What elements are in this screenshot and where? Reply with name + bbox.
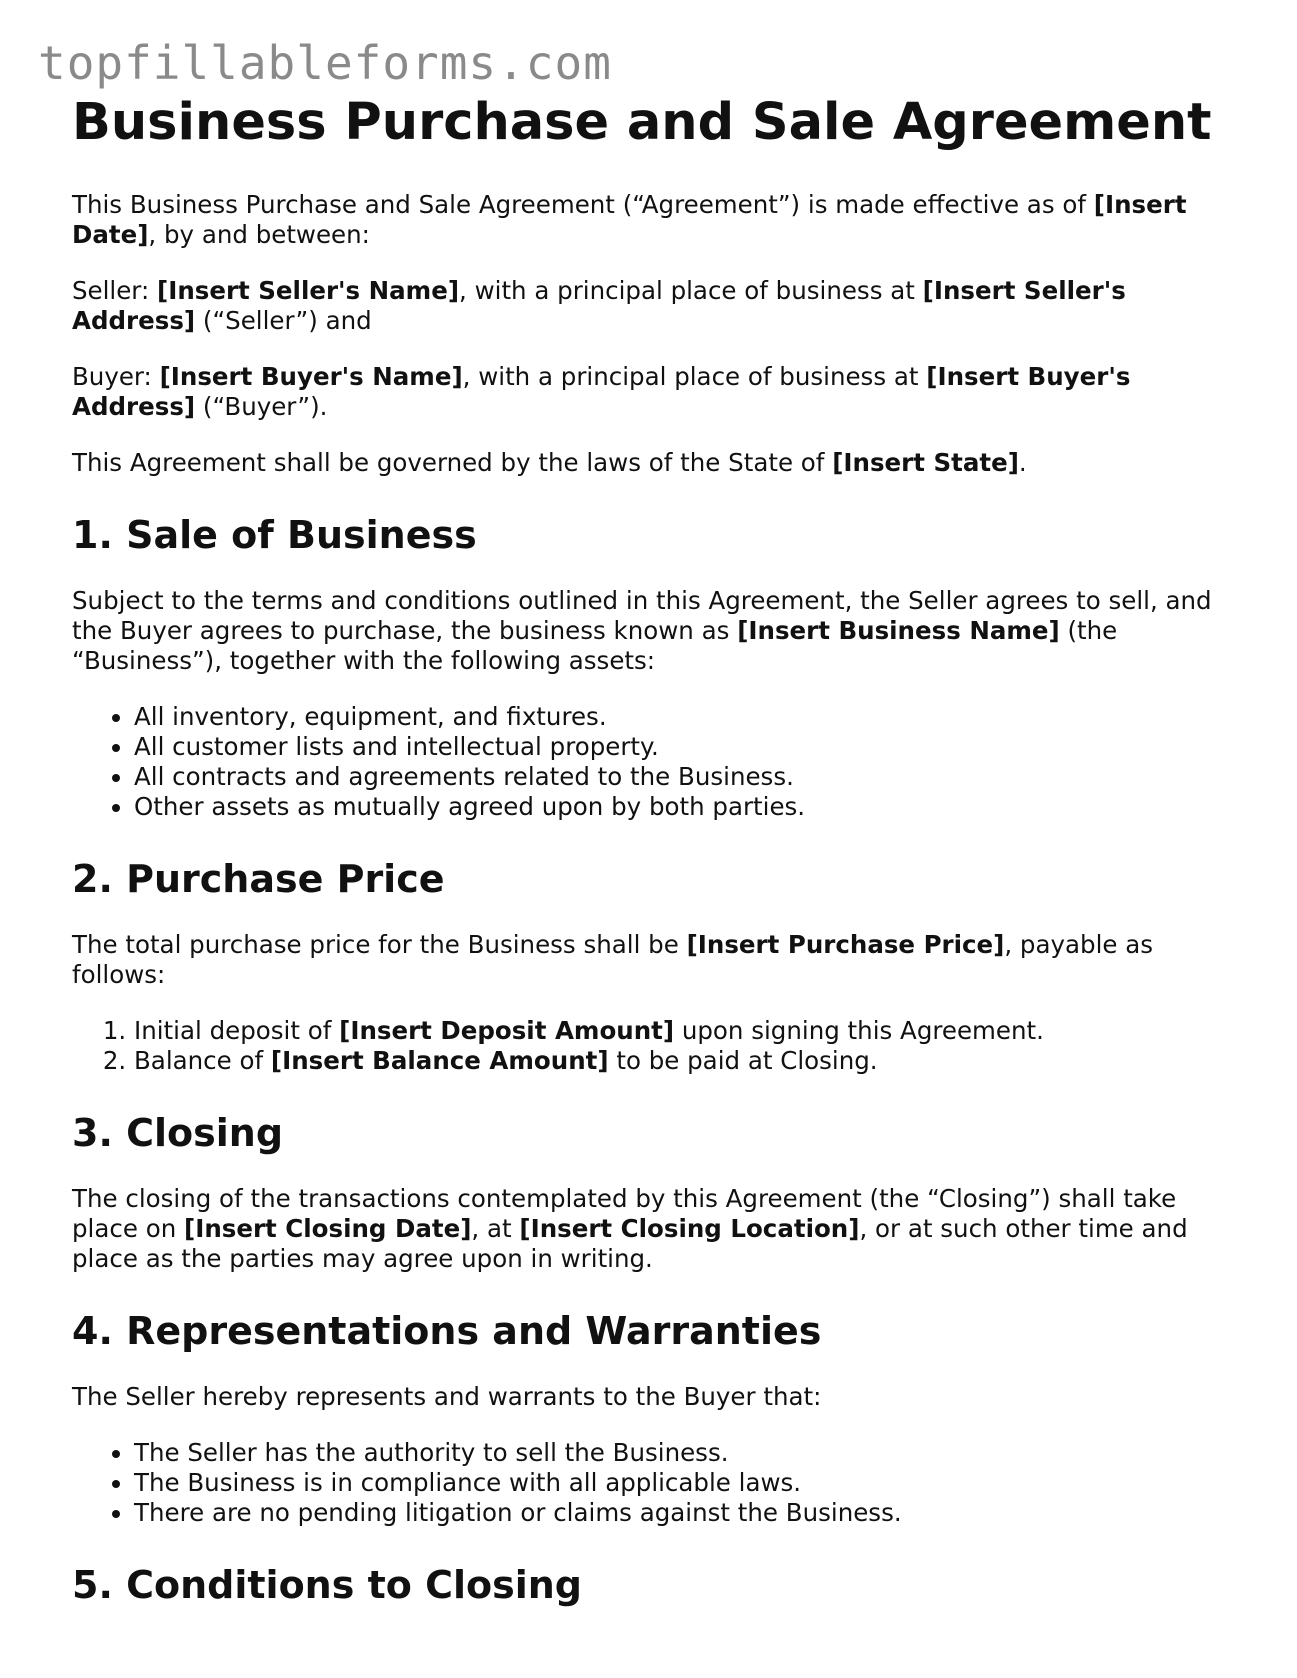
governing-law-paragraph: This Agreement shall be governed by the laws of the State of [Insert State]. bbox=[72, 448, 1027, 477]
intro-paragraph: This Business Purchase and Sale Agreement (“Agreement”) is made effective as of [Insert Date], by and between: bbox=[72, 190, 1187, 249]
warranties-list bbox=[72, 1438, 1232, 1528]
section-4-heading: 4. Representations and Warranties bbox=[72, 1309, 822, 1353]
list-item: 1. Initial deposit of [Insert Deposit Amount] upon signing this Agreement. bbox=[134, 1016, 1232, 1046]
document-title: Business Purchase and Sale Agreement bbox=[72, 93, 1212, 152]
list-item: • The Business is in compliance with all applicable laws. bbox=[134, 1468, 1232, 1498]
section-5-heading: 5. Conditions to Closing bbox=[72, 1563, 582, 1607]
section-4-paragraph: The Seller hereby represents and warrants to the Buyer that: bbox=[72, 1382, 822, 1411]
purchase-price-placeholder: [Insert Purchase Price] bbox=[686, 930, 1005, 959]
balance-amount-placeholder: [Insert Balance Amount] bbox=[270, 1046, 609, 1075]
document-page bbox=[72, 92, 1232, 1636]
deposit-amount-placeholder: [Insert Deposit Amount] bbox=[339, 1016, 675, 1045]
seller-address-placeholder: [Insert Seller's Address] bbox=[72, 276, 1126, 335]
buyer-name-placeholder: [Insert Buyer's Name] bbox=[159, 362, 463, 391]
payment-list bbox=[72, 1016, 1232, 1076]
closing-date-placeholder: [Insert Closing Date] bbox=[184, 1214, 472, 1243]
section-1-heading: 1. Sale of Business bbox=[72, 513, 477, 557]
list-item: • All inventory, equipment, and fixtures. bbox=[134, 702, 1232, 732]
list-item: • All customer lists and intellectual property. bbox=[134, 732, 1232, 762]
state-placeholder: [Insert State] bbox=[832, 448, 1019, 477]
section-1-paragraph: Subject to the terms and conditions outlined in this Agreement, the Seller agrees to sell, and the Buyer agrees to purchase, the business known as [Insert Business Name] (the “Business”), together with the following assets: bbox=[72, 586, 1212, 675]
seller-name-placeholder: [Insert Seller's Name] bbox=[157, 276, 460, 305]
seller-paragraph: Seller: [Insert Seller's Name], with a principal place of business at [Insert Seller's Address] (“Seller”) and bbox=[72, 276, 1126, 335]
list-item: 2. Balance of [Insert Balance Amount] to be paid at Closing. bbox=[134, 1046, 1232, 1076]
closing-location-placeholder: [Insert Closing Location] bbox=[519, 1214, 860, 1243]
buyer-address-placeholder: [Insert Buyer's Address] bbox=[72, 362, 1131, 421]
business-name-placeholder: [Insert Business Name] bbox=[737, 616, 1060, 645]
date-placeholder: [Insert Date] bbox=[72, 190, 1187, 249]
list-item: • The Seller has the authority to sell the Business. bbox=[134, 1438, 1232, 1468]
section-2-heading: 2. Purchase Price bbox=[72, 857, 445, 901]
section-3-paragraph: The closing of the transactions contemplated by this Agreement (the “Closing”) shall take place on [Insert Closing Date], at [Insert Closing Location], or at such other time and place as the parties may agree upon in writing. bbox=[72, 1184, 1188, 1273]
section-2-paragraph: The total purchase price for the Business shall be [Insert Purchase Price], payable as follows: bbox=[72, 930, 1154, 989]
buyer-paragraph: Buyer: [Insert Buyer's Name], with a principal place of business at [Insert Buyer's Address] (“Buyer”). bbox=[72, 362, 1131, 421]
list-item: • Other assets as mutually agreed upon by both parties. bbox=[134, 792, 1232, 822]
watermark: topfillableforms.com bbox=[38, 36, 612, 90]
section-3-heading: 3. Closing bbox=[72, 1111, 284, 1155]
list-item: • There are no pending litigation or claims against the Business. bbox=[134, 1498, 1232, 1528]
list-item: • All contracts and agreements related to the Business. bbox=[134, 762, 1232, 792]
assets-list bbox=[72, 702, 1232, 822]
